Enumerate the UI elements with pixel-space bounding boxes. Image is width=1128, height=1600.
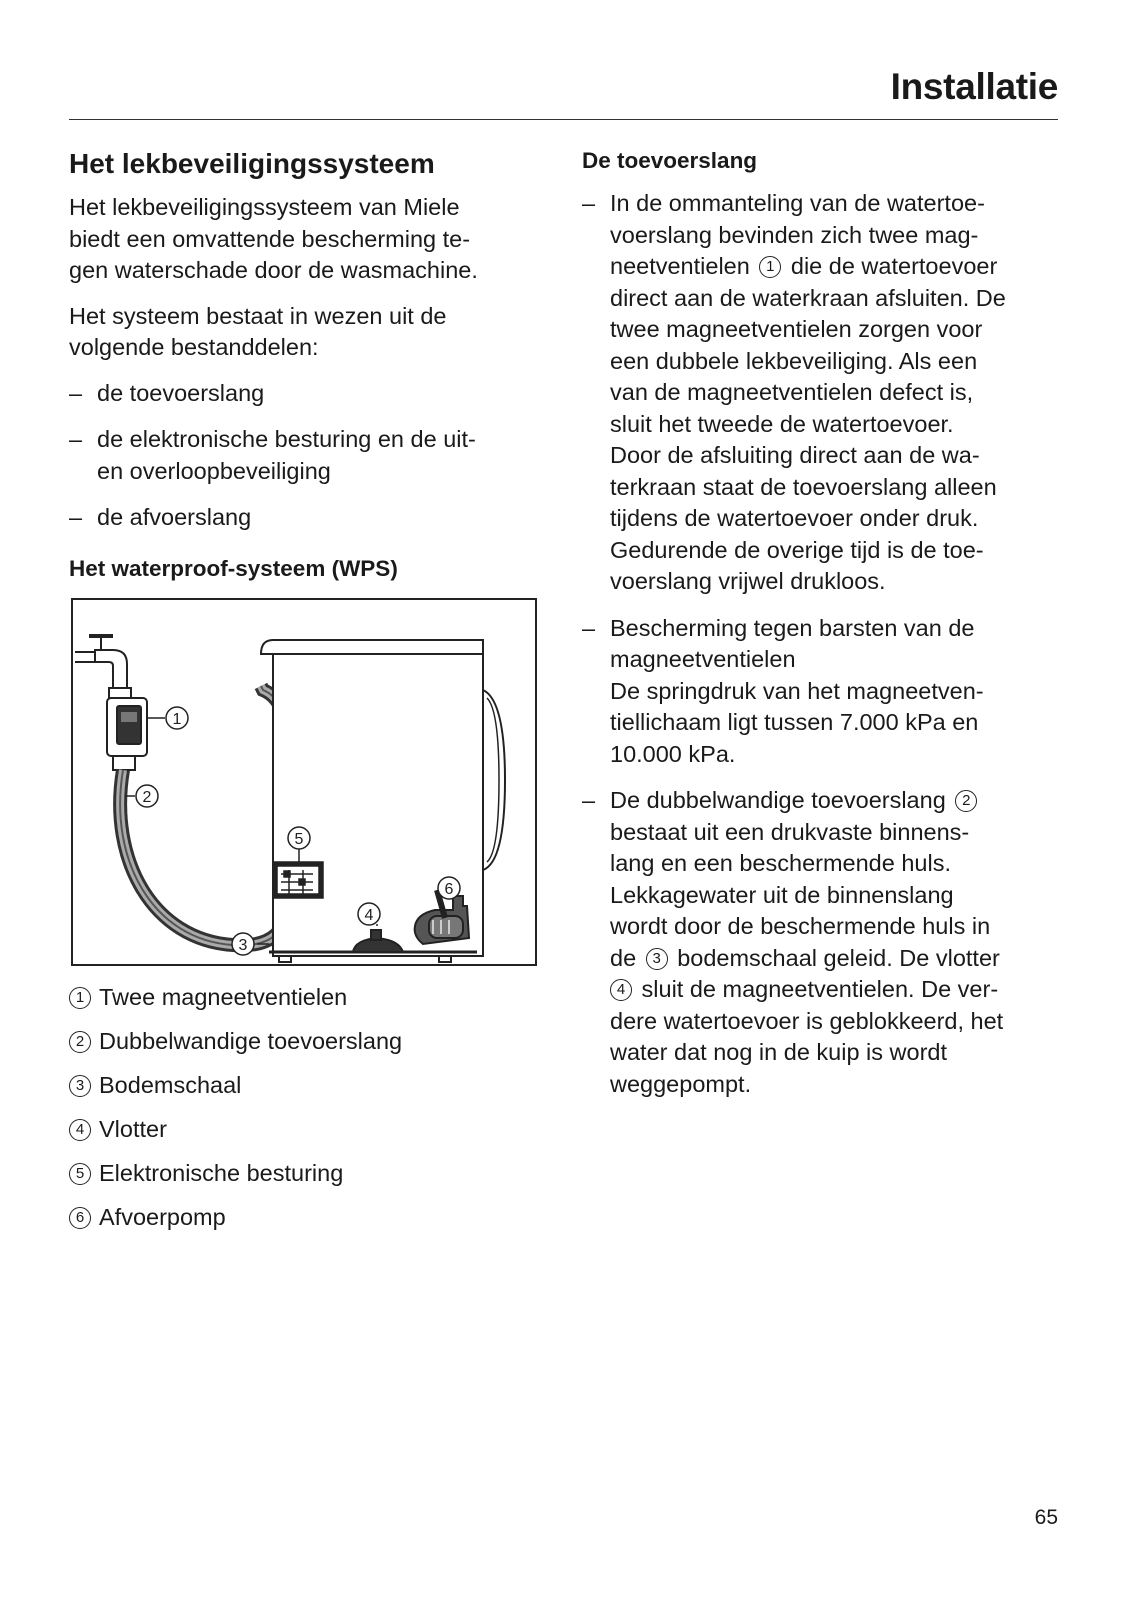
component-list: [69, 378, 544, 534]
text-line: 10.000 kPa.: [610, 740, 736, 767]
dash-marker: –: [69, 379, 83, 406]
callout-label: 5: [294, 830, 304, 848]
text-line: Gedurende de overige tijd is de toe-: [610, 536, 984, 563]
system-paragraph: [69, 301, 544, 364]
page-header-title: Installatie: [890, 66, 1058, 107]
legend-number: 6: [69, 1207, 91, 1229]
text-line: magneetventielen: [610, 646, 796, 672]
dash-marker: –: [69, 504, 83, 530]
text-line: voerslang vrijwel drukloos.: [610, 568, 886, 594]
page-number: 65: [1034, 1506, 1058, 1529]
legend-number: 3: [69, 1075, 91, 1097]
inlet-hose-item: [582, 188, 1062, 598]
figure-legend: [69, 982, 544, 1232]
legend-label: Elektronische besturing: [99, 1159, 344, 1186]
wps-figure: [71, 598, 537, 966]
component-line: en overloopbeveiliging: [97, 457, 331, 484]
text-line: Door de afsluiting direct aan de wa-: [610, 442, 980, 468]
component-line: de elektronische besturing en de uit-: [97, 426, 476, 452]
legend-label: Twee magneetventielen: [99, 983, 348, 1010]
text-line: water dat nog in de kuip is wordt: [610, 1039, 948, 1065]
intro-line: gen waterschade door de wasmachine.: [69, 257, 478, 283]
callout-2: [136, 785, 158, 807]
text-line: Lekkagewater uit de binnenslang: [610, 881, 954, 908]
legend-item: [69, 982, 544, 1012]
text-line: [610, 943, 1062, 975]
component-item: [69, 378, 544, 410]
text-line: tiellichaam ligt tussen 7.000 kPa en: [610, 709, 979, 735]
inlet-hose-item: [582, 785, 1062, 1100]
legend-item: [69, 1070, 544, 1100]
water-tap-icon: [75, 636, 131, 698]
legend-label: Afvoerpomp: [99, 1203, 226, 1230]
legend-item: [69, 1114, 544, 1144]
text-line: van de magneetventielen defect is,: [610, 379, 974, 405]
callout-4: [358, 903, 380, 925]
left-column: [69, 148, 544, 1246]
legend-label: Dubbelwandige toevoerslang: [99, 1027, 403, 1054]
electronic-control-icon: [273, 862, 323, 898]
callout-1: [166, 707, 188, 729]
text-line: bestaat uit een drukvaste binnens-: [610, 818, 970, 845]
valve-block-icon: [107, 698, 147, 770]
intro-line: biedt een omvattende bescherming te-: [69, 225, 471, 252]
callout-label: 6: [444, 880, 454, 898]
text-fragment: sluit de magneetventielen. De ver-: [641, 976, 999, 1002]
text-line: een dubbele lekbeveiliging. Als een: [610, 347, 978, 374]
legend-number: 1: [69, 987, 91, 1009]
callout-label: 4: [364, 906, 374, 924]
text-line: wordt door de beschermende huls in: [610, 913, 991, 939]
text-fragment: de: [610, 944, 637, 971]
right-column: [582, 148, 1062, 1115]
text-line: De springdruk van het magneetven-: [610, 677, 984, 704]
callout-6: [438, 877, 460, 899]
text-line: twee magneetventielen zorgen voor: [610, 316, 983, 342]
text-line: terkraan staat de toevoerslang alleen: [610, 473, 997, 500]
callout-label: 3: [238, 936, 248, 954]
text-line: direct aan de waterkraan afsluiten. De: [610, 284, 1006, 311]
inlet-hose-item: [582, 613, 1062, 771]
legend-item: [69, 1026, 544, 1056]
dash-marker: –: [69, 426, 83, 452]
system-line: volgende bestanddelen:: [69, 334, 319, 360]
component-line: de afvoerslang: [97, 504, 252, 530]
inline-callout: 1: [759, 256, 781, 278]
component-item: [69, 424, 544, 487]
text-line: lang en een beschermende huls.: [610, 850, 951, 876]
wps-illustration: [73, 600, 535, 964]
legend-label: Vlotter: [99, 1115, 167, 1142]
text-line: Bescherming tegen barsten van de: [610, 614, 975, 641]
wps-heading: Het waterproof-systeem (WPS): [69, 555, 398, 581]
inline-callout: 2: [955, 790, 977, 812]
text-line: [610, 785, 1062, 817]
legend-item: [69, 1202, 544, 1232]
text-line: weggepompt.: [610, 1070, 752, 1097]
callout-label: 2: [142, 788, 152, 806]
text-fragment: bodemschaal geleid. De vlotter: [677, 944, 1000, 971]
legend-number: 2: [69, 1031, 91, 1053]
legend-number: 5: [69, 1163, 91, 1185]
inline-callout: 3: [646, 948, 668, 970]
dash-marker: –: [582, 787, 596, 813]
legend-label: Bodemschaal: [99, 1071, 242, 1098]
header-divider: [69, 119, 1058, 120]
legend-number: 4: [69, 1119, 91, 1141]
text-line: tijdens de watertoevoer onder druk.: [610, 505, 979, 531]
text-line: In de ommanteling van de watertoe-: [610, 190, 985, 216]
inlet-hose-heading: De toevoerslang: [582, 148, 758, 173]
inlet-hose-list: [582, 188, 1062, 1100]
callout-label: 1: [172, 710, 182, 728]
system-line: Het systeem bestaat in wezen uit de: [69, 302, 447, 329]
text-fragment: De dubbelwandige toevoerslang: [610, 787, 946, 813]
intro-paragraph: [69, 192, 544, 287]
text-line: [610, 251, 1062, 283]
component-line: de toevoerslang: [97, 379, 265, 406]
text-fragment: die de watertoevoer: [790, 253, 998, 279]
section-title: Het lekbeveiligingssysteem: [69, 148, 435, 179]
legend-item: [69, 1158, 544, 1188]
callout-5: [288, 827, 310, 849]
dash-marker: –: [582, 614, 596, 641]
text-line: dere watertoevoer is geblokkeerd, het: [610, 1007, 1004, 1034]
text-fragment: neetventielen: [610, 253, 750, 279]
inline-callout: 4: [610, 979, 632, 1001]
text-line: voerslang bevinden zich twee mag-: [610, 221, 979, 248]
text-line: sluit het tweede de watertoevoer.: [610, 410, 954, 437]
intro-line: Het lekbeveiligingssysteem van Miele: [69, 194, 460, 220]
dash-marker: –: [582, 190, 596, 216]
callout-3: [232, 933, 254, 955]
text-line: [610, 974, 1062, 1006]
component-item: [69, 502, 544, 534]
